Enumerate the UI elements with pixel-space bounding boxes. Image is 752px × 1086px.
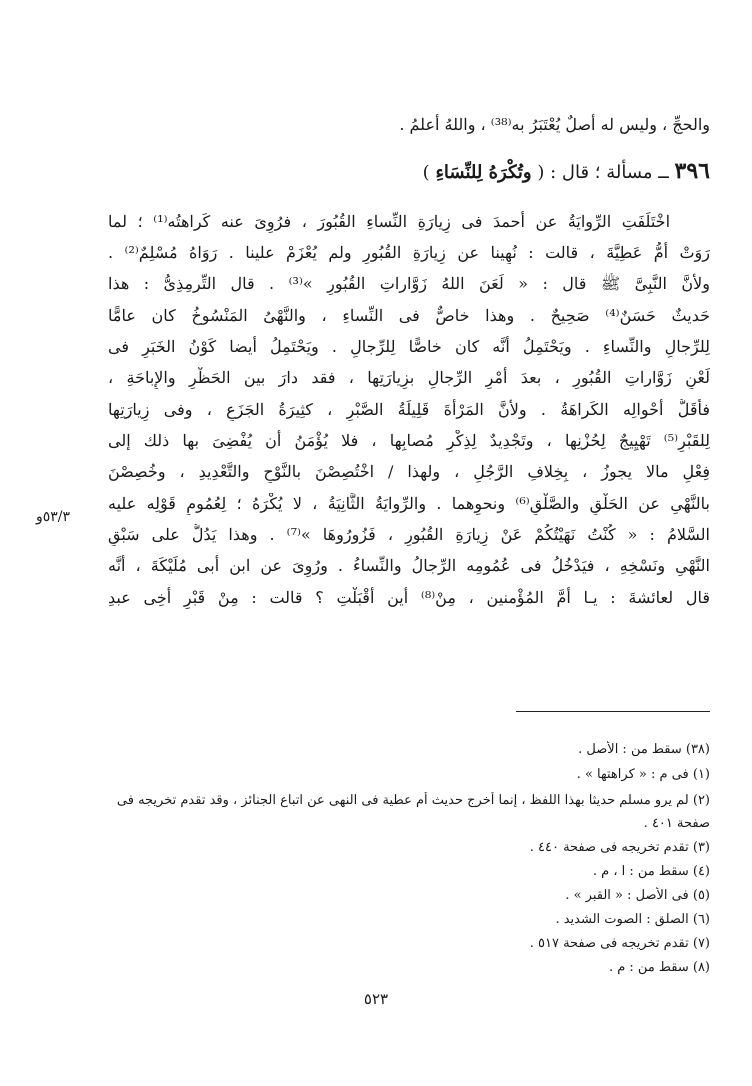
- footnote-8: (٨) سقط من : م .: [608, 960, 710, 975]
- footnote-38: (٣٨) سقط من : الأصل .: [578, 742, 710, 757]
- footnote-1: (١) فى م : « كراهتها » .: [576, 767, 710, 782]
- page-number: ٥٢٣: [363, 990, 389, 1008]
- footnote-2: (٢) لم يرو مسلم حديثا بهذا اللفظ ، إنما أخرج حديث أم عطية فى النهى عن اتباع الجنائز ، وقد تقدم تخريجه فى: [116, 793, 710, 808]
- manuscript-folio-note: ٥٣/٣و: [36, 509, 71, 525]
- opening-line: والحجِّ ، وليس له أصلٌ يُعْتَبَرُ به⁽³⁸⁾ ، واللهُ أعلمُ .: [399, 115, 710, 134]
- body-line-9: فِعْلِ مالا يجوزُ ، بِخِلافِ الرَّجُلِ ، ولهذا / اخْتُصِصْنَ بالنَّوْحِ والتَّعْدِيدِ ، وخُصِصْنَ: [108, 462, 710, 481]
- footnote-5: (٥) فى الأصل : « القبر » .: [565, 888, 710, 903]
- body-line-1: اخْتَلَفَتِ الرِّوايَةُ عن أحمدَ فى زِيارَةِ النِّساءِ القُبُورَ ، فرُوِىَ عنه كَراهتُه⁽¹⁾ ؛ لما: [108, 212, 670, 231]
- body-line-12: النَّهْىِ ونَسْخِهِ ، فيَدْخُلُ فى عُمُومِه الرِّجالُ والنِّساءُ . ورُوِىَ عن ابن أبى مُلَيْكَةَ ، أنَّه: [108, 556, 710, 575]
- body-line-2: رَوَتْ أُمُّ عَطِيَّةَ ، قالت : نُهِينا عن زِيارَةِ القُبُورِ ولم يُعْزَمْ علينا . رَوَاهُ مُسْلِمٌ⁽²⁾ .: [108, 243, 710, 262]
- footnote-3: (٣) تقدم تخريجه فى صفحة ٤٤٠ .: [529, 840, 710, 855]
- footnote-7: (٧) تقدم تخريجه فى صفحة ٥١٧ .: [529, 936, 710, 951]
- section-number: ٣٩٦: [674, 158, 710, 184]
- section-heading: [108, 158, 710, 186]
- footnote-2-cont: صفحة ٤٠١ .: [643, 816, 710, 831]
- heading-paren-close: ): [422, 162, 430, 183]
- body-line-11: السَّلامُ : « كُنْتُ نَهَيْتُكُمْ عَنْ زِيارَةِ القُبُورِ ، فَزُورُوهَا »⁽⁷⁾ . وهذا يَدُلُّ على سَبْقِ: [108, 525, 710, 544]
- body-line-10: بالنَّهْىِ عن الحَلْقِ والصَّلْقِ⁽⁶⁾ ونحوِهما . والرِّوايَةُ الثَّانِيَةُ ، لا يُكْرَهُ ؛ لِعُمُومِ قَوْلِه عليه: [108, 494, 710, 513]
- section-title: وتُكْرَهُ لِلنِّسَاءِ: [435, 162, 532, 183]
- body-line-5: لِلرِّجالِ والنِّساءِ . ويَحْتَمِلُ أنَّه كان خاصًّا لِلرِّجالِ . ويَحْتَمِلُ أيضا كَوْنُ الخَبَرِ فى: [108, 337, 710, 356]
- footnote-separator: [516, 711, 710, 712]
- body-line-6: لَعْنِ زَوَّاراتِ القُبُورِ ، بعدَ أمْرِ الرِّجالِ بزِيارَتِها ، فقد دارَ بين الحَظْرِ والإِباحَةِ ،: [108, 368, 710, 387]
- body-line-4: حَديثٌ حَسَنٌ⁽⁴⁾ صَحِيحٌ . وهذا خاصٌّ فى النِّساءِ ، والنَّهْىُ المَنْسُوخُ كان عامًّا: [108, 306, 710, 325]
- footnote-4: (٤) سقط من : ا ، م .: [592, 864, 710, 879]
- heading-paren-open: (: [537, 162, 545, 183]
- body-line-8: لِلقَبْرِ⁽⁵⁾ تَهْيِيجٌ لِحُزْنِها ، وتَجْدِيدٌ لِذِكْرِ مُصابِها ، فلا يُؤْمَنُ أن يُفْضِىَ بها ذلك إلى: [108, 431, 710, 450]
- body-line-3: ولأنَّ النَّبِىَّ ﷺ قال : « لَعَنَ اللهُ زَوَّاراتِ القُبُورِ »⁽³⁾ . قال التِّرمِذِىُّ : هذا: [108, 274, 710, 293]
- body-line-7: فأقَلُّ أحْوالِه الكَراهَةُ . ولأنَّ المَرْأَةَ قَلِيلَةُ الصَّبْرِ ، كثِيرَةُ الجَزَعِ ، وفى زِيارَتِها: [108, 400, 710, 419]
- footnote-6: (٦) الصلق : الصوت الشديد .: [555, 912, 710, 927]
- body-line-13: قال لعائشةَ : يـا أُمَّ المُؤْمنين ، مِنْ⁽⁸⁾ أين أقْبَلْتِ ؟ قالت : مِنْ قَبْرِ أخِى عبدِ: [108, 588, 710, 607]
- section-dash-text: ــ مسألة ؛ قال :: [550, 162, 669, 183]
